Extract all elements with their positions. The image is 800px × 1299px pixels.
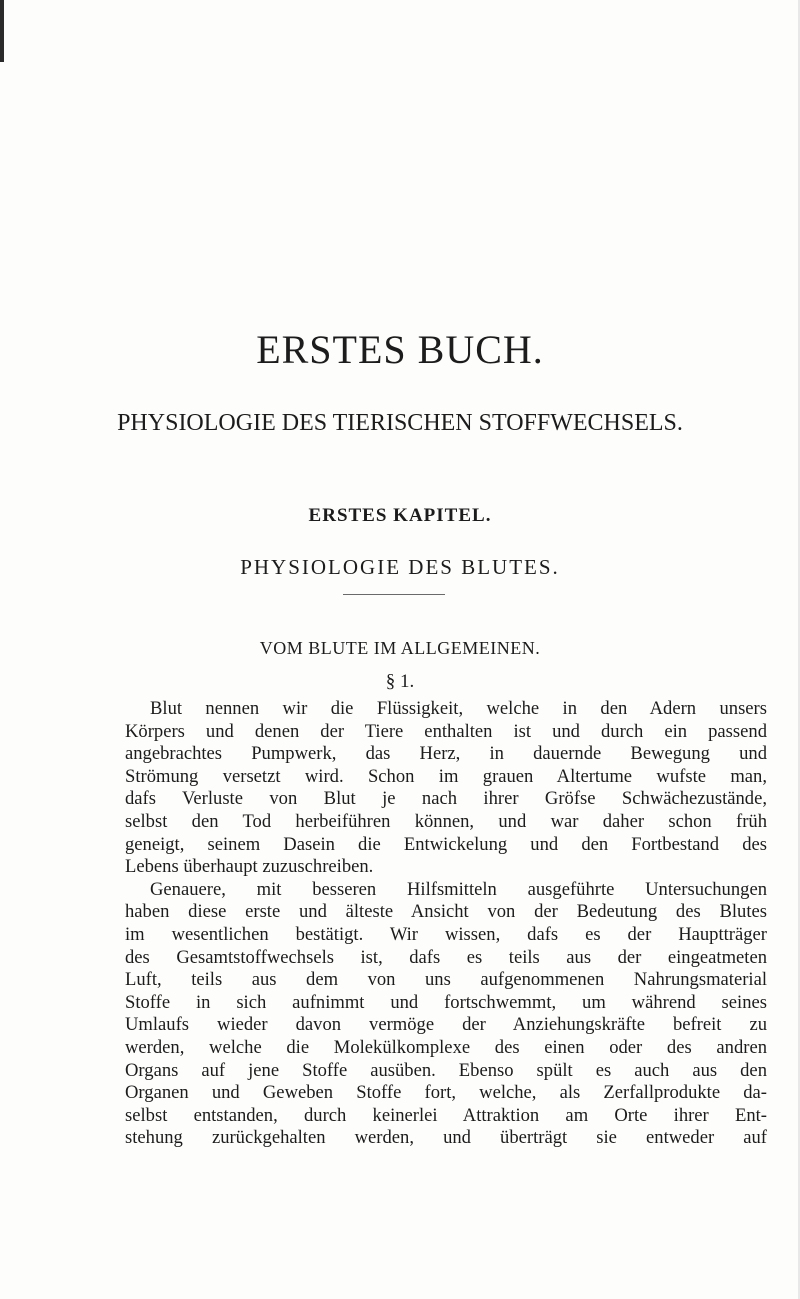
text-line: geneigt, seinem Dasein die Entwickelung und den Fortbestand des: [125, 833, 767, 855]
text-line: Umlaufs wieder davon vermöge der Anziehungskräfte befreit zu: [125, 1014, 767, 1036]
text-line: Luft, teils aus dem von uns aufgenommenen Nahrungsmaterial: [125, 969, 767, 991]
text-line: werden, welche die Molekülkomplexe des einen oder des andren: [125, 1036, 767, 1058]
paragraph-mark: § 1.: [385, 671, 415, 692]
divider-rule: [343, 594, 445, 595]
text-line: selbst den Tod herbeiführen können, und war daher schon früh: [125, 810, 767, 832]
chapter-label: ERSTES KAPITEL.: [308, 505, 492, 526]
text-line: Stoffe in sich aufnimmt und fortschwemmt, um während seines: [125, 991, 767, 1013]
text-line: Strömung versetzt wird. Schon im grauen Altertume wufste man,: [125, 765, 767, 787]
body-text: [125, 698, 767, 1150]
text-line: haben diese erste und älteste Ansicht von der Bedeutung des Blutes: [125, 901, 767, 923]
text-line: Körpers und denen der Tiere enthalten ist und durch ein passend: [125, 720, 767, 742]
part-title: PHYSIOLOGIE DES TIERISCHEN STOFFWECHSELS.: [117, 410, 683, 436]
text-line: im wesentlichen bestätigt. Wir wissen, dafs es der Hauptträger: [125, 923, 767, 945]
chapter-title: PHYSIOLOGIE DES BLUTES.: [240, 555, 560, 579]
text-line: Organs auf jene Stoffe ausüben. Ebenso spült es auch aus den: [125, 1059, 767, 1081]
text-line: Genauere, mit besseren Hilfsmitteln ausgeführte Untersuchungen: [150, 878, 767, 900]
section-title: VOM BLUTE IM ALLGEMEINEN.: [259, 638, 541, 658]
scan-edge-left: [0, 0, 4, 62]
book-title: ERSTES BUCH.: [256, 327, 544, 372]
text-line: dafs Verluste von Blut je nach ihrer Gröfse Schwächezustände,: [125, 788, 767, 810]
text-line: selbst entstanden, durch keinerlei Attraktion am Orte ihrer Ent-: [125, 1104, 767, 1126]
text-line: Organen und Geweben Stoffe fort, welche, als Zerfallprodukte da-: [125, 1082, 767, 1104]
text-line: stehung zurückgehalten werden, und überträgt sie entweder auf: [125, 1127, 767, 1149]
paragraph-1: [125, 698, 767, 879]
text-line: des Gesamtstoffwechsels ist, dafs es teils aus der eingeatmeten: [125, 946, 767, 968]
text-line: angebrachtes Pumpwerk, das Herz, in dauernde Bewegung und: [125, 743, 767, 765]
text-line: Lebens überhaupt zuzuschreiben.: [125, 856, 374, 878]
paragraph-2: [125, 879, 767, 1150]
text-line: Blut nennen wir die Flüssigkeit, welche in den Adern unsers: [150, 698, 767, 719]
